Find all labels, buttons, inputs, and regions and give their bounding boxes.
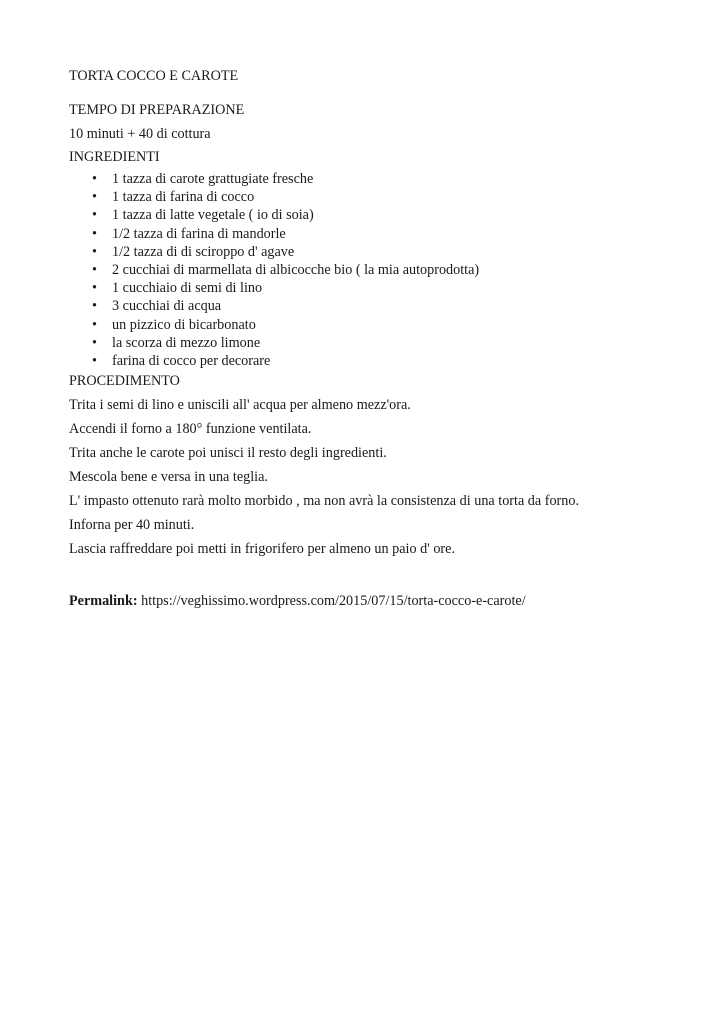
list-item	[69, 225, 689, 243]
ingredients-heading: INGREDIENTI	[69, 149, 160, 165]
list-item	[69, 206, 689, 224]
document-page	[69, 67, 689, 610]
ingredient-text: farina di cocco per decorare	[112, 352, 271, 369]
permalink	[69, 592, 689, 610]
bullet-icon: •	[92, 334, 97, 351]
bullet-icon: •	[92, 189, 97, 206]
prep-time: 10 minuti + 40 di cottura	[69, 126, 211, 142]
list-item	[69, 334, 689, 352]
recipe-title: TORTA COCCO E CAROTE	[69, 68, 239, 84]
bullet-icon: •	[92, 316, 97, 333]
procedure-step: Inforna per 40 minuti.	[69, 517, 195, 534]
permalink-url[interactable]: https://veghissimo.wordpress.com/2015/07/15/torta-cocco-e-carote/	[141, 593, 526, 610]
bullet-icon: •	[92, 261, 97, 278]
list-item	[69, 279, 689, 297]
prep-heading: TEMPO DI PREPARAZIONE	[69, 102, 245, 118]
bullet-icon: •	[92, 225, 97, 242]
ingredient-text: 1/2 tazza di farina di mandorle	[112, 225, 286, 242]
list-item	[69, 243, 689, 261]
procedure-step: Trita anche le carote poi unisci il resto degli ingredienti.	[69, 445, 387, 462]
list-item	[69, 170, 689, 188]
bullet-icon: •	[92, 298, 97, 315]
ingredient-text: 1 tazza di carote grattugiate fresche	[112, 171, 314, 187]
bullet-icon: •	[92, 171, 97, 187]
permalink-label: Permalink:	[69, 593, 138, 610]
list-item	[69, 352, 689, 370]
ingredient-text: 1 cucchiaio di semi di lino	[112, 280, 263, 297]
ingredient-text: 3 cucchiai di acqua	[112, 298, 222, 315]
ingredient-text: 1/2 tazza di di sciroppo d' agave	[112, 243, 295, 260]
ingredient-text: 1 tazza di latte vegetale ( io di soia)	[112, 207, 314, 224]
ingredient-text: un pizzico di bicarbonato	[112, 316, 256, 333]
procedure-step: Mescola bene e versa in una teglia.	[69, 469, 268, 486]
bullet-icon: •	[92, 207, 97, 224]
list-item	[69, 261, 689, 279]
procedure-step: Accendi il forno a 180° funzione ventilata.	[69, 421, 312, 438]
list-item	[69, 188, 689, 206]
list-item	[69, 297, 689, 315]
ingredient-text: 1 tazza di farina di cocco	[112, 189, 255, 206]
bullet-icon: •	[92, 352, 97, 369]
bullet-icon: •	[92, 243, 97, 260]
procedure-step: L' impasto ottenuto rarà molto morbido , ma non avrà la consistenza di una torta da forno.	[69, 493, 580, 510]
bullet-icon: •	[92, 280, 97, 297]
ingredient-text: la scorza di mezzo limone	[112, 334, 261, 351]
ingredients-list	[69, 170, 689, 370]
list-item	[69, 316, 689, 334]
procedure-heading: PROCEDIMENTO	[69, 373, 180, 390]
ingredient-text: 2 cucchiai di marmellata di albicocche bio ( la mia autoprodotta)	[112, 261, 480, 278]
procedure-step: Trita i semi di lino e uniscili all' acqua per almeno mezz'ora.	[69, 397, 411, 414]
procedure-step: Lascia raffreddare poi metti in frigorifero per almeno un paio d' ore.	[69, 541, 455, 558]
